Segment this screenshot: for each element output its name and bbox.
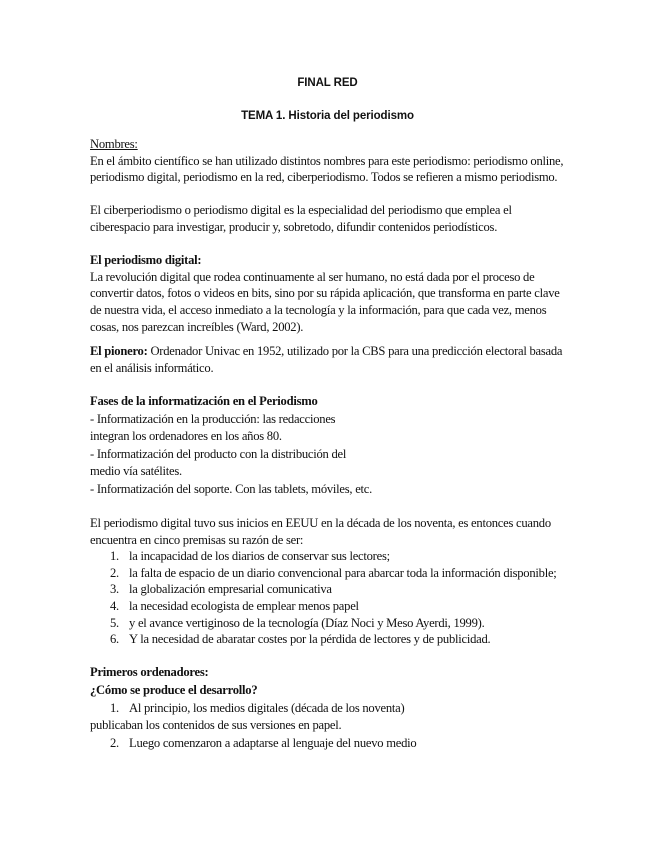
list-item: 3. la globalización empresarial comunicativa — [110, 582, 332, 597]
definition-paragraph: El ciberperiodismo o periodismo digital es la especialidad del periodismo que emplea el ciberespacio para investigar, producir y, sobretodo, difundir contenidos periodísticos. — [90, 203, 512, 234]
list-item: 2. la falta de espacio de un diario convencional para abarcar toda la información disponible; — [110, 565, 557, 580]
desarrollo-question: ¿Cómo se produce el desarrollo? — [90, 683, 258, 697]
nombres-heading: Nombres: — [90, 137, 138, 151]
pionero-paragraph — [90, 343, 570, 376]
fases-line: - Informatización del soporte. Con las tablets, móviles, etc. — [90, 481, 373, 496]
primeros-heading: Primeros ordenadores: — [90, 665, 209, 680]
list-item: 2. Luego comenzaron a adaptarse al lenguaje del nuevo medio — [110, 735, 417, 750]
list-item: 1. la incapacidad de los diarios de conservar sus lectores; — [110, 549, 390, 564]
fases-heading: Fases de la informatización en el Periodismo — [90, 393, 318, 408]
document-title: FINAL RED — [297, 77, 358, 89]
document-subtitle: TEMA 1. Historia del periodismo — [241, 110, 414, 122]
desarrollo-list — [90, 700, 570, 718]
fases-line: integran los ordenadores en los años 80. — [90, 429, 282, 444]
list-item: 5. y el avance vertiginoso de la tecnología (Díaz Noci y Meso Ayerdi, 1999). — [110, 615, 485, 630]
inicios-intro: El periodismo digital tuvo sus inicios en EEUU en la década de los noventa, es entonces cuando encuentra en cinco premisas su razón de ser: — [90, 516, 551, 547]
premisas-list — [90, 548, 570, 648]
periodismo-digital-heading: El periodismo digital: — [90, 253, 202, 268]
fases-line: - Informatización en la producción: las redacciones — [90, 411, 336, 426]
periodismo-digital-paragraph: La revolución digital que rodea continuamente al ser humano, no está dada por el proceso de convertir datos, fotos o videos en bits, sino por su rápida aplicación, que transforma en parte clave de nuestra vida, el acceso inmediato a la tecnología y la información, para que cada vez, menos cosas, nos parezcan increíbles (Ward, 2002). — [90, 269, 560, 334]
list-item: 6. Y la necesidad de abaratar costes por la pérdida de lectores y de publicidad. — [110, 632, 491, 647]
list-item: 4. la necesidad ecologista de emplear menos papel — [110, 599, 359, 614]
pionero-label: El pionero: — [90, 344, 148, 359]
list-item: 1. Al principio, los medios digitales (década de los noventa) — [110, 700, 405, 715]
nombres-paragraph: En el ámbito científico se han utilizado distintos nombres para este periodismo: periodismo online, periodismo digital, periodismo en la red, ciberperiodismo. Todos se refieren a mismo periodismo. — [90, 153, 564, 185]
fases-line: medio vía satélites. — [90, 464, 182, 479]
pionero-text: Ordenador Univac en 1952, utilizado por la CBS para una predicción electoral basada en el análisis informático. — [90, 344, 563, 375]
fases-line: - Informatización del producto con la distribución del — [90, 446, 347, 461]
desarrollo-list — [90, 735, 570, 753]
document-body — [90, 136, 570, 752]
desarrollo-continuation: publicaban los contenidos de sus versiones en papel. — [90, 718, 342, 733]
